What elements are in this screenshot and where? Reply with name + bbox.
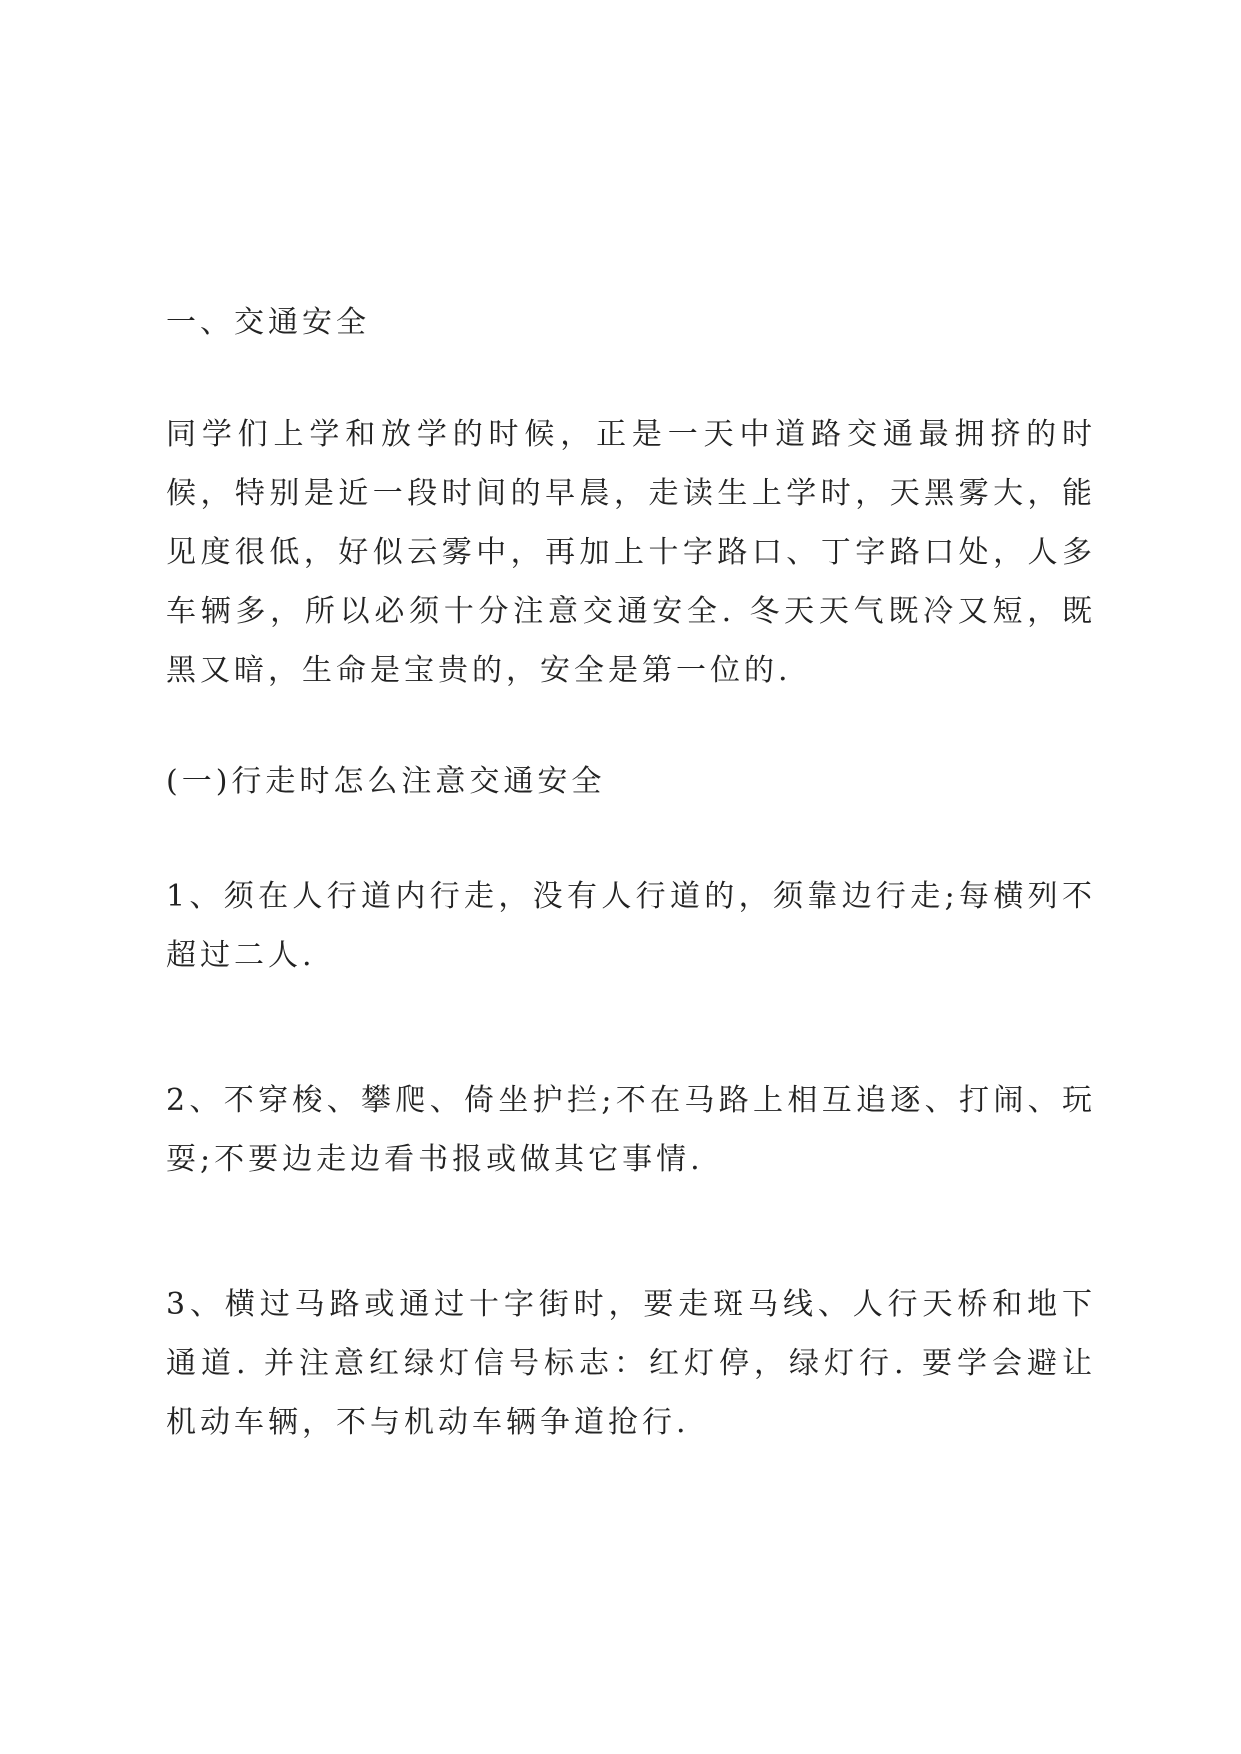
intro-paragraph: 同学们上学和放学的时候，正是一天中道路交通最拥挤的时候，特别是近一段时间的早晨，走读生上学时，天黑雾大，能见度很低，好似云雾中，再加上十字路口、丁字路口处，人多车辆多，所以必须十分注意交通安全. 冬天天气既冷又短，既黑又暗，生命是宝贵的，安全是第一位的. — [166, 417, 1096, 688]
document-body — [166, 293, 1096, 1452]
list-item-2: 2、不穿梭、攀爬、倚坐护拦;不在马路上相互追逐、打闹、玩耍;不要边走边看书报或做其它事情. — [166, 1083, 1096, 1177]
list-item-3: 3、横过马路或通过十字街时，要走斑马线、人行天桥和地下通道. 并注意红绿灯信号标志：红灯停，绿灯行. 要学会避让机动车辆，不与机动车辆争道抢行. — [166, 1287, 1096, 1440]
section-heading: 一、交通安全 — [166, 305, 370, 340]
list-item-1: 1、须在人行道内行走，没有人行道的，须靠边行走;每横列不超过二人. — [166, 879, 1096, 973]
subsection-heading: (一)行走时怎么注意交通安全 — [166, 764, 606, 799]
